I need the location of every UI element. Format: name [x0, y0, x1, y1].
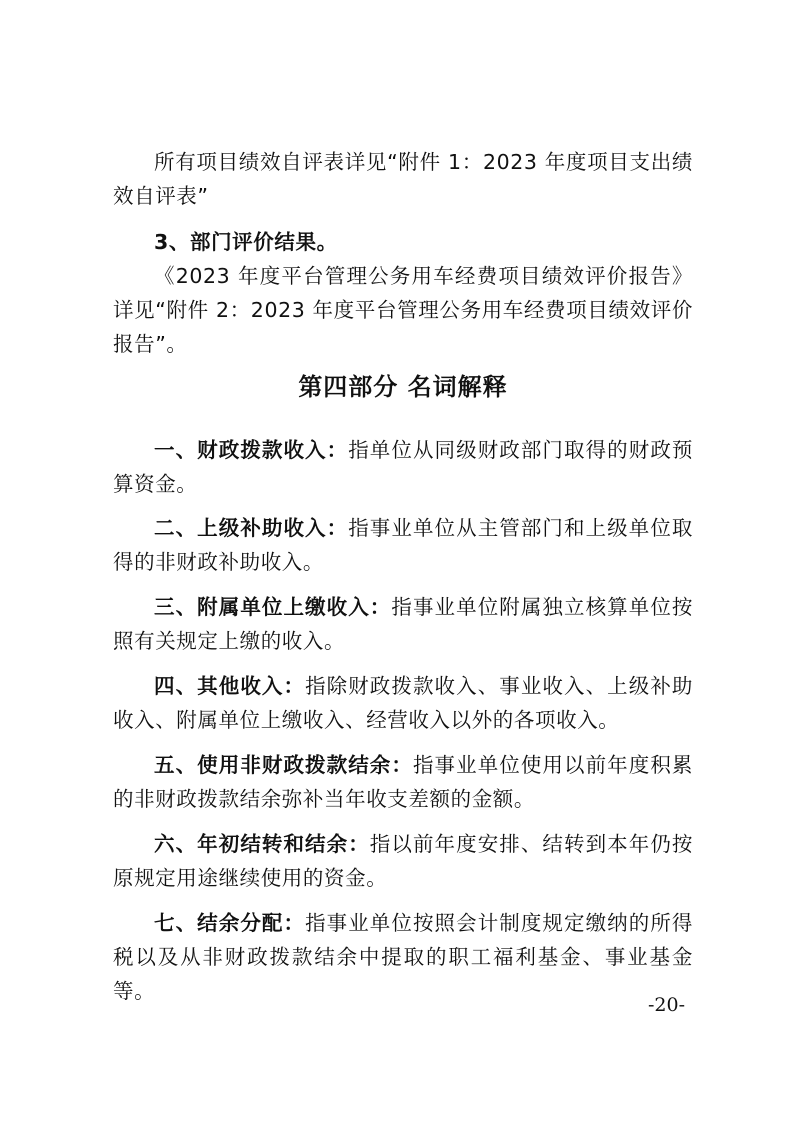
section-heading-department-evaluation: [113, 225, 693, 259]
attachment-1-text: 所有项目绩效自评表详见“附件 1：2023 年度项目支出绩效自评表”: [113, 150, 693, 208]
term-definition: [113, 669, 693, 737]
term-label: 二、上级补助收入：: [154, 516, 349, 540]
term-definition: [113, 433, 693, 501]
term-description: 指事业单位附属独立核算单位按照有关规定上缴的收入。: [113, 595, 693, 653]
term-label: 四、其他收入：: [154, 674, 306, 698]
term-description: 指以前年度安排、结转到本年仍按原规定用途继续使用的资金。: [113, 832, 694, 890]
term-description: 指单位从同级财政部门取得的财政预算资金。: [113, 438, 693, 496]
attachment-2-text: 《2023 年度平台管理公务用车经费项目绩效评价报告》详见“附件 2：2023 年度平台管理公务用车经费项目绩效评价报告”。: [113, 264, 693, 356]
term-description: 指事业单位使用以前年度积累的非财政拨款结余弥补当年收支差额的金额。: [113, 753, 693, 811]
term-definition: [113, 906, 693, 1008]
term-definition: [113, 748, 693, 816]
attachment-2-reference: [113, 259, 693, 361]
term-description: 指事业单位从主管部门和上级单位取得的非财政补助收入。: [113, 516, 693, 574]
term-description: 指除财政拨款收入、事业收入、上级补助收入、附属单位上缴收入、经营收入以外的各项收入。: [113, 674, 693, 732]
page-number: -20-: [647, 994, 685, 1016]
term-definition: [113, 511, 693, 579]
term-label: 七、结余分配：: [154, 911, 306, 935]
term-label: 一、财政拨款收入：: [154, 438, 349, 462]
part-four-title: 第四部分 名词解释: [298, 372, 508, 401]
section-heading-text: 3、部门评价结果。: [154, 230, 338, 254]
term-label: 五、使用非财政拨款结余：: [154, 753, 413, 777]
attachment-1-reference: [113, 145, 693, 213]
term-definition: [113, 590, 693, 658]
term-definition: [113, 827, 693, 895]
term-label: 六、年初结转和结余：: [154, 832, 370, 856]
term-description: 指事业单位按照会计制度规定缴纳的所得税以及从非财政拨款结余中提取的职工福利基金、事业基金等。: [113, 911, 693, 1003]
term-label: 三、附属单位上缴收入：: [154, 595, 392, 619]
